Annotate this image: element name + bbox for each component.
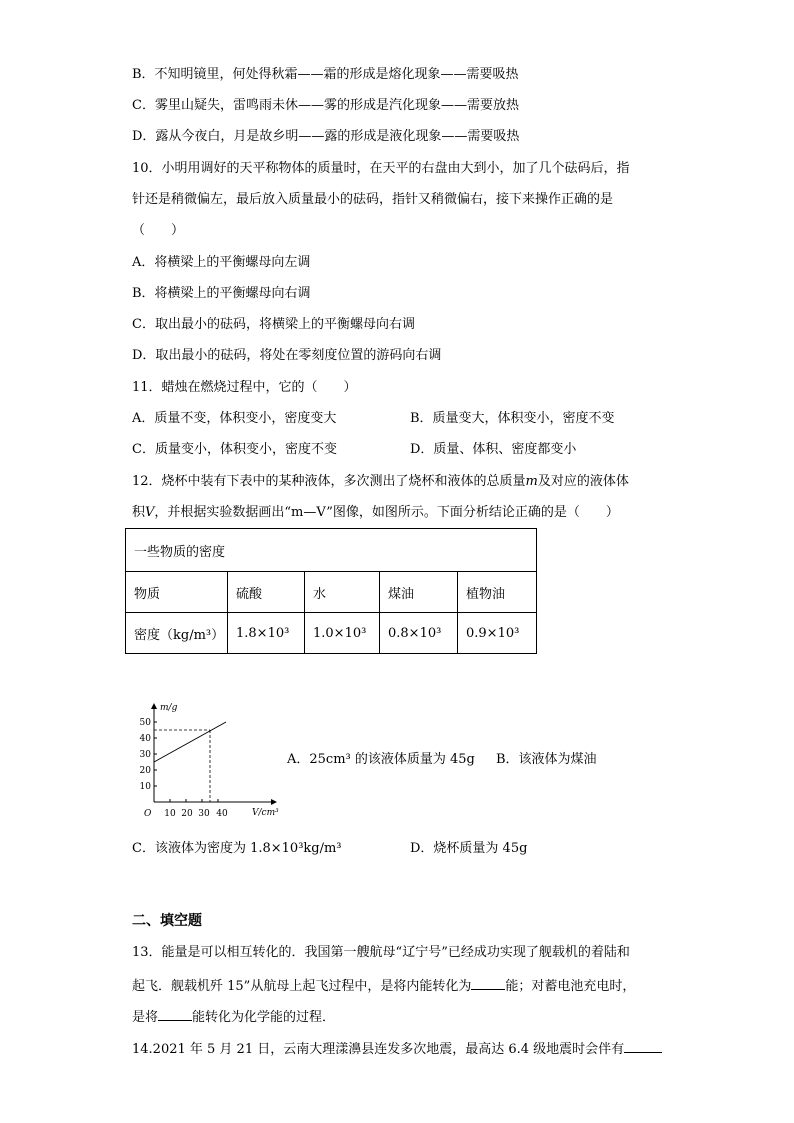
table-header-cell: 物质: [126, 572, 228, 613]
q12-stem-line1-b: 及对应的液体体: [537, 474, 629, 489]
answer-blank[interactable]: [158, 1006, 192, 1021]
q12-stem-line1: [132, 473, 629, 491]
y-tick-label: 30: [139, 750, 151, 760]
y-tick-label: 50: [139, 718, 151, 728]
table-row: [126, 613, 537, 654]
table-cell: 0.9×10³: [458, 613, 537, 654]
q10-stem-line3: （ ）: [132, 223, 185, 238]
q10-option-c: C．取出最小的砝码，将横梁上的平衡螺母向右调: [132, 317, 415, 332]
q12-stem-line1-a: 12．烧杯中装有下表中的某种液体，多次测出了烧杯和液体的总质量: [132, 474, 526, 489]
q11-option-c: C．质量变小，体积变小，密度不变: [132, 442, 337, 457]
y-tick-label: 20: [139, 766, 151, 776]
y-tick-label: 40: [139, 734, 151, 744]
table-cell: 1.8×10³: [228, 613, 305, 654]
q13-line2: [132, 975, 635, 996]
q14-line1: [132, 1038, 662, 1059]
y-axis-label: m/g: [160, 703, 178, 713]
table-header-cell: 水: [305, 572, 380, 613]
q12-stem-line2: [132, 504, 619, 522]
q13-line1: 13．能量是可以相互转化的．我国第一艘航母“辽宁号”已经成功实现了舰载机的着陆和: [132, 945, 630, 960]
q10-stem-line2: 针还是稍微偏左，最后放入质量最小的砝码，指针又稍微偏右，接下来操作正确的是: [132, 192, 614, 207]
q10-option-d: D．取出最小的砝码，将处在零刻度位置的游码向右调: [132, 348, 442, 363]
answer-blank[interactable]: [471, 975, 505, 990]
q12-option-c: C．该液体为密度为 1.8×10³kg/m³: [132, 841, 342, 856]
q10-option-a: A．将横梁上的平衡螺母向左调: [132, 255, 311, 270]
q13-line3: [132, 1006, 335, 1027]
table-header-cell: 植物油: [458, 572, 537, 613]
q13-line3-b: 能转化为化学能的过程．: [192, 1010, 336, 1025]
table-row: [126, 572, 537, 613]
q12-mass-symbol: m: [525, 474, 538, 489]
q12-volume-symbol: V: [145, 505, 155, 520]
answer-blank[interactable]: [624, 1038, 662, 1053]
q13-line2-b: 能；对蓄电池充电时，: [505, 979, 636, 994]
density-table: [125, 528, 537, 654]
x-tick-label: 20: [181, 809, 193, 819]
q9-option-c: C．雾里山疑失，雷鸣雨未休——雾的形成是汽化现象——需要放热: [132, 98, 519, 113]
table-header-cell: 煤油: [380, 572, 458, 613]
q13-line2-a: 起飞．舰载机歼 15”从航母上起飞过程中，是将内能转化为: [132, 979, 472, 994]
q11-option-b: B．质量变大，体积变小，密度不变: [410, 411, 615, 426]
x-tick-label: 40: [216, 809, 228, 819]
q11-stem: 11．蜡烛在燃烧过程中，它的（ ）: [132, 380, 357, 395]
q12-stem-line2-a: 积: [132, 505, 146, 520]
table-header-cell: 硫酸: [228, 572, 305, 613]
table-row-label: 密度（kg/m³）: [126, 613, 228, 654]
m-v-graph: [126, 698, 296, 828]
x-tick-label: 30: [198, 809, 210, 819]
q14-line1-text: 14.2021 年 5 月 21 日，云南大理漾濞县连发多次地震，最高达 6.4 级地震时会伴有: [132, 1042, 625, 1057]
q11-option-a: A．质量不变，体积变小，密度变大: [132, 411, 337, 426]
q10-option-b: B．将横梁上的平衡螺母向右调: [132, 286, 311, 301]
graph-data-line: [154, 722, 226, 762]
density-table-title: 一些物质的密度: [126, 529, 537, 572]
table-cell: 1.0×10³: [305, 613, 380, 654]
q13-line3-a: 是将: [132, 1010, 159, 1025]
q12-stem-line2-b: ，并根据实验数据画出“m—V”图像，如图所示。下面分析结论正确的是（ ）: [154, 505, 619, 520]
x-axis-label: V/cm³: [252, 808, 279, 818]
q12-option-a: A．25cm³ 的该液体质量为 45g: [287, 752, 475, 767]
q12-option-d: D．烧杯质量为 45g: [410, 841, 528, 856]
x-tick-label: 10: [164, 809, 176, 819]
origin-label: O: [144, 809, 152, 819]
q11-option-d: D．质量、体积、密度都变小: [410, 442, 577, 457]
section-heading: 二、填空题: [132, 913, 202, 929]
table-cell: 0.8×10³: [380, 613, 458, 654]
q10-stem-line1: 10．小明用调好的天平称物体的质量时，在天平的右盘由大到小，加了几个砝码后，指: [132, 161, 630, 176]
q9-option-b: B．不知明镜里，何处得秋霜——霜的形成是熔化现象——需要吸热: [132, 67, 519, 82]
q12-option-b: B．该液体为煤油: [496, 752, 597, 767]
q9-option-d: D．露从今夜白，月是故乡明——露的形成是液化现象——需要吸热: [132, 129, 520, 144]
y-tick-label: 10: [139, 782, 151, 792]
